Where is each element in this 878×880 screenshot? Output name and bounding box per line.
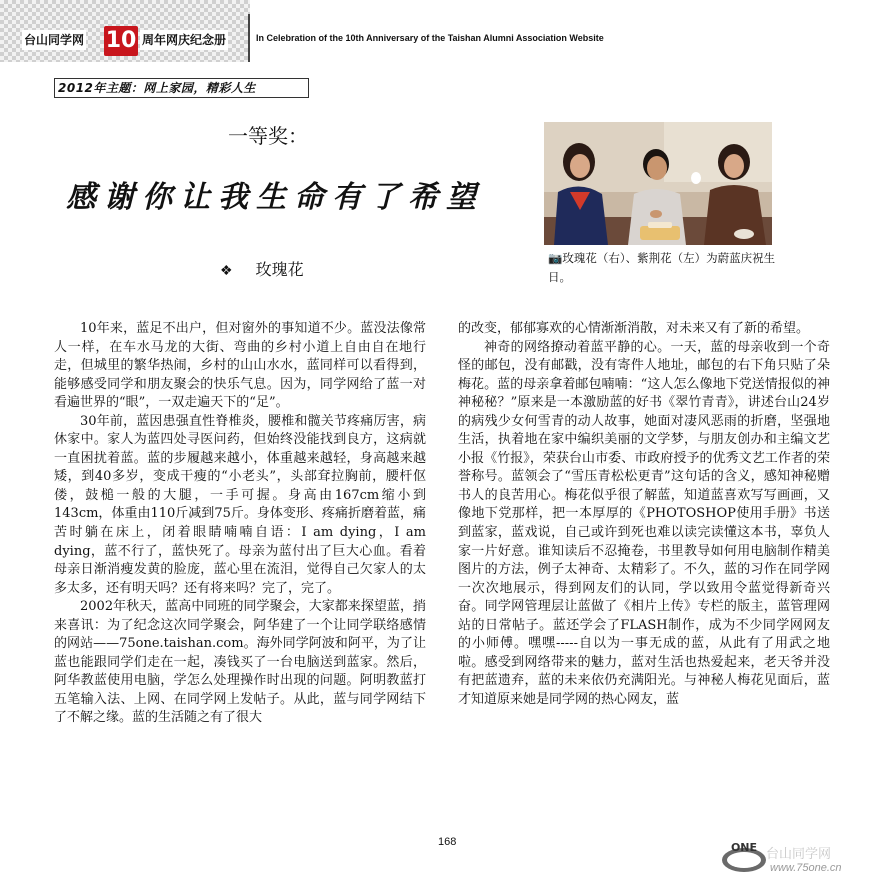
author-line	[220, 257, 304, 280]
diamond-icon: ❖	[220, 263, 233, 279]
theme-banner: 2012年主题：网上家园，精彩人生	[54, 78, 309, 98]
paragraph: 神奇的网络撩动着蓝平静的心。一天，蓝的母亲收到一个奇怪的邮包，没有邮戳，没有寄件人地址，邮包的右下角只贴了朵梅花。蓝的母亲拿着邮包喃喃：“这人怎么像地下党送情报似的神神秘秘？”原来是一本激励蓝的好书《翠竹青青》，讲述台山24岁的病残少女何雪青的动人故事，她面对凄风恶雨的折磨，坚强地生活，执着地在家中编织美丽的文学梦，与朋友创办和主编文艺小报《竹报》，荣获台山市委、市政府授予的优秀文艺工作者的荣誉称号。蓝领会了“雪压青松松更青”这句话的含义，感知神秘赠书人的良苦用心。梅花似乎很了解蓝，知道蓝喜欢写写画画，又像地下党那样，把一本厚厚的《PHOTOSHOP使用手册》书送到蓝家，蓝戏说，自己或许到死也难以读完读懂这本书，辜负人家一片好意。谁知读后不忍掩卷，书里教导如何用电脑制作精美图片的方法，例子太神奇、太精彩了。不久，蓝的习作在同学网一次次地展示，得到网友们的认同，学以致用令蓝觉得新奇兴奋。同学网管理层让蓝做了《相片上传》专栏的版主，蓝管理网站的日常帖子。蓝还学会了FLASH制作，成为不少同学网网友的小师傅。嘿嘿-----自以为一事无成的蓝，从此有了用武之地啦。感受到网络带来的魅力，蓝对生活也热爱起来，老天爷并没有把蓝遗弃，蓝的未来依仍充满阳光。与神秘人梅花见面后，蓝才知道原来她是同学网的热心网友，蓝	[458, 339, 830, 707]
logo-text: ONE	[730, 841, 758, 854]
birthday-photo	[544, 122, 772, 245]
award-label: 一等奖：	[228, 124, 308, 148]
body-column-right	[458, 320, 830, 830]
paragraph: 2002年秋天，蓝高中同班的同学聚会，大家都来探望蓝，捎来喜讯：为了纪念这次同学聚会，阿华建了一个让同学联络感情的网站——75one.taishan.com。海外同学阿波和阿平，为了让蓝也能跟同学们走在一起，凑钱买了一台电脑送到蓝家。然后，阿华教蓝使用电脑，学怎么处理操作时出现的问题。阿明教蓝打五笔输入法、上网、在同学网上发帖子。从此，蓝与同学网结下了不解之缘。蓝的生活随之有了很大	[54, 599, 426, 726]
paragraph: 10年来，蓝足不出户，但对窗外的事知道不少。蓝没法像常人一样，在车水马龙的大街、弯曲的乡村小道上自由自在地行走，但城里的繁华热闹，乡村的山山水水，蓝同样可以看得到，能够感受同学和朋友聚会的快乐气息。因为，同学网给了蓝一对看遍世界的“眼”，一双走遍天下的“足”。	[54, 321, 426, 411]
watermark-url: www.75one.cn	[770, 862, 842, 874]
author-name: 玫瑰花	[255, 260, 304, 279]
site-logo	[720, 838, 768, 874]
page-header	[0, 0, 878, 64]
paragraph: 的改变，郁郁寡欢的心情渐渐消散，对未来又有了新的希望。	[458, 321, 810, 336]
header-site-name: 台山同学网	[22, 30, 86, 50]
header-english-title: In Celebration of the 10th Anniversary of the Taishan Alumni Association Website	[256, 33, 604, 43]
page-number: 168	[438, 836, 457, 848]
article-title: 感谢你让我生命有了希望	[66, 180, 484, 215]
photo-caption: 📷玫瑰花（右）、紫荆花（左）为蔚蓝庆祝生日。	[548, 251, 776, 284]
paragraph: 30年前，蓝因患强直性脊椎炎，腰椎和髋关节疼痛厉害，病休家中。家人为蓝四处寻医问药，但始终没能找到良方，这病就一直困扰着蓝。蓝的步履越来越小，体重越来越轻，身高越来越矮，到40多岁，变成干瘦的“小老头”，头部耷拉胸前，腰杆伛偻，鼓槌一般的大腿，一手可握。身高由167cm缩小到143cm，体重由110斤减到75斤。身体变形、疼痛折磨着蓝，痛苦时躺在床上，闭着眼睛喃喃自语：I am dying，I am dying，蓝不行了，蓝快死了。母亲为蓝付出了巨大心血。看着母亲日渐消瘦发黄的脸庞，蓝心里在流泪，觉得自己欠家人的太多太多，还有明天吗？还有将来吗？完了，完了。	[54, 413, 426, 596]
header-divider	[248, 14, 250, 62]
birthday-photo-image	[544, 122, 772, 245]
header-anniversary-label: 周年网庆纪念册	[140, 30, 228, 50]
body-column-left	[54, 320, 426, 830]
watermark-site-name: 台山同学网	[766, 847, 832, 862]
header-badge-10: 10	[104, 26, 138, 56]
